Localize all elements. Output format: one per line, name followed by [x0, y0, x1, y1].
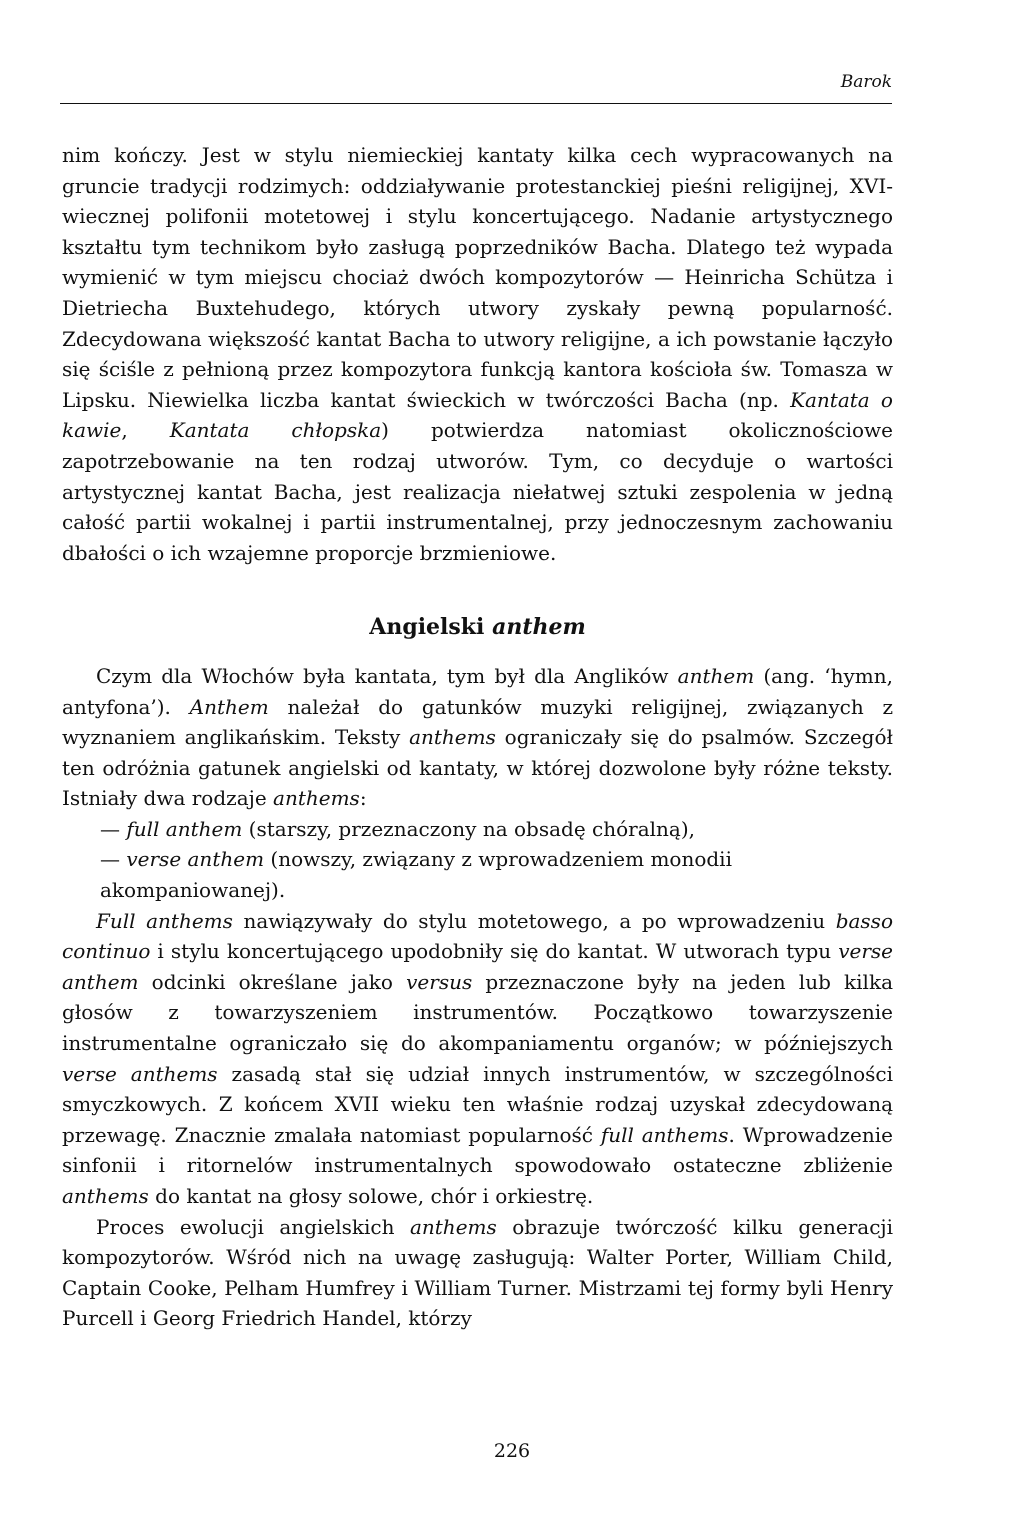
work-title: Kantata chłopska: [169, 418, 382, 443]
text-run: nim kończy. Jest w stylu niemieckiej kantaty kilka cech wypracowanych na gruncie tradycji rodzimych: oddziaływanie protestanckiej pieśni religijnej, XVI-wiecznej polifonii motetowej i stylu koncertującego. Nadanie artystycznego kształtu tym technikom było zasługą poprzedników Bacha. Dlatego też wypada wymienić w tym miejscu chociaż dwóch kompozytorów — Heinricha Schütza i Dietriecha Buxtehudego, których utwory zyskały pewną popularność. Zdecydowana większość kantat Bacha to utwory religijne, a ich powstanie łączyło się ściśle z pełnioną przez kompozytora funkcją kantora kościoła św. Tomasza w Lipsku. Niewielka liczba kantat świeckich w twórczości Bacha (np.: [62, 143, 893, 412]
term: anthems: [409, 1214, 497, 1239]
term: Anthem: [189, 694, 269, 719]
paragraph-1: [62, 140, 893, 568]
term: verse anthem: [62, 939, 893, 994]
text-run: nawiązywały do stylu motetowego, a po wprowadzeniu: [232, 908, 836, 933]
text-run: należał do gatunków muzyki religijnej, związanych z wyznaniem anglikańskim. Teksty: [62, 694, 893, 750]
term: basso continuo: [62, 908, 893, 964]
text-run: do kantat na głosy solowe, chór i orkiestrę.: [148, 1184, 594, 1208]
text-run: odcinki określane jako: [138, 969, 407, 994]
term: verse anthem: [126, 847, 265, 872]
paragraph-2: [62, 661, 893, 814]
term: anthems: [409, 725, 496, 750]
text-run: ) potwierdza natomiast okolicznościowe zapotrzebowanie na ten rodzaj utworów. Tym, co decyduje o wartości artystycznej kantat Bacha, jest realizacja niełatwej sztuki zespolenia w jedną całość partii wokalnej i partii instrumentalnej, przy jednoczesnym zachowaniu dbałości o ich wzajemne proporcje brzmieniowe.: [62, 418, 893, 565]
dash: —: [100, 847, 127, 872]
dash: —: [100, 816, 127, 841]
paragraph-3: [62, 906, 893, 1212]
term: anthems: [273, 786, 360, 811]
text-run: (starszy, przeznaczony na obsadę chóralną),: [242, 816, 695, 841]
term: Full anthems: [96, 908, 233, 933]
term: full anthem: [126, 816, 243, 841]
term: versus: [406, 969, 473, 994]
text-run: (ang. ‘hymn, antyfona’).: [62, 663, 893, 719]
text-run: ograniczały się do psalmów. Szczegół ten odróżnia gatunek angielski od kantaty, w której dozwolone były różne teksty. Istniały dwa rodzaje: [62, 725, 893, 811]
text-run: Czym dla Włochów była kantata, tym był dla Anglików: [96, 663, 678, 688]
term: anthems: [62, 1184, 149, 1208]
running-head: Barok: [840, 72, 892, 92]
text-run: Proces ewolucji angielskich: [96, 1214, 410, 1239]
work-title: Kantata o kawie: [62, 387, 893, 443]
text-run: i stylu koncertującego upodobniły się do kantat. W utworach typu: [150, 939, 839, 964]
page-body: [62, 140, 893, 1334]
text-run: ,: [121, 418, 170, 443]
text-run: :: [359, 786, 367, 811]
section-heading: [62, 612, 893, 643]
text-run: . Wprowadzenie sinfonii i ritornelów instrumentalnych spowodowało ostateczne zbliżenie: [62, 1122, 893, 1178]
list-item-verse-anthem: [100, 844, 893, 905]
text-run: obrazuje twórczość kilku generacji kompozytorów. Wśród nich na uwagę zasługują: Walter Porter, William Child, Captain Cooke, Pelham Humfrey i William Turner. Mistrzami tej formy byli Henry Purcell i Georg Friedrich Handel, którzy: [62, 1214, 894, 1331]
text-run: zasadą stał się udział innych instrumentów, w szczególności smyczkowych. Z końcem XVII wieku ten właśnie rodzaj uzyskał zdecydowaną przewagę. Znacznie zmalała natomiast popularność: [62, 1061, 893, 1147]
heading-term: anthem: [492, 614, 586, 641]
term: verse anthems: [62, 1061, 218, 1086]
list-item-full-anthem: [100, 814, 893, 845]
paragraph-4: [62, 1212, 893, 1334]
header-rule: [60, 103, 892, 104]
page-number: 226: [493, 1440, 531, 1462]
heading-text: Angielski: [369, 614, 493, 641]
text-run: przeznaczone były na jeden lub kilka głosów z towarzyszeniem instrumentów. Początkowo towarzyszenie instrumentalne ograniczało się do akompaniamentu organów; w późniejszych: [62, 969, 893, 1056]
text-run: (nowszy, związany z wprowadzeniem monodii akompaniowanej).: [100, 847, 732, 903]
term: full anthems: [600, 1122, 729, 1147]
term: anthem: [677, 663, 755, 688]
